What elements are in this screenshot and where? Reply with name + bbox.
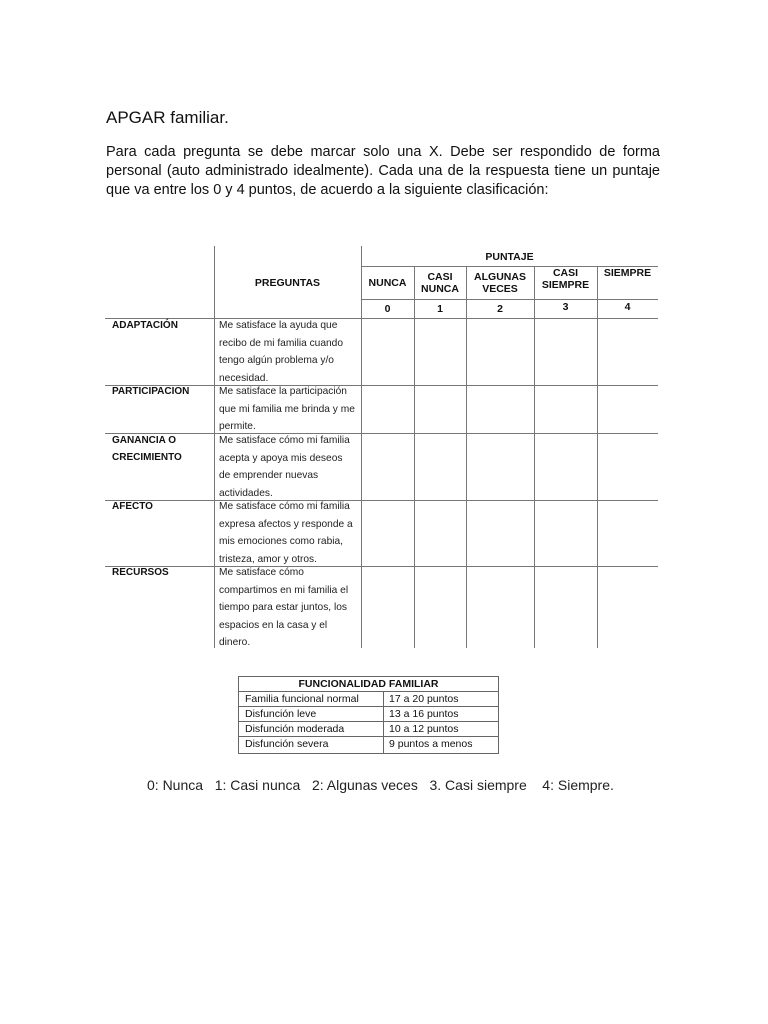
score-1: 1 (437, 303, 443, 315)
option-label: NUNCA (368, 277, 407, 289)
question-line: necesidad. (219, 372, 269, 384)
question-afecto (219, 498, 361, 568)
apgar-table (105, 246, 658, 648)
funcionalidad-value: 17 a 20 puntos (389, 693, 459, 705)
question-ganancia (219, 432, 361, 502)
domain-participacion (112, 383, 189, 400)
funcionalidad-row (239, 692, 498, 707)
domain-label: RECURSOS (112, 567, 169, 578)
option-header-casi-siempre (534, 267, 597, 291)
domain-recursos (112, 564, 169, 581)
option-label: ALGUNAS (474, 271, 526, 283)
question-line: tiempo para estar juntos, los (219, 602, 347, 613)
question-line: actividades. (219, 487, 273, 499)
question-line: expresa afectos y responde a (219, 518, 353, 530)
intro-paragraph: Para cada pregunta se debe marcar solo una X. Debe ser respondido de forma personal (auto administrado idealmente). Cada una de la respuesta tiene un puntaje que va entre los 0 y 4 puntos, de acuerdo a la siguiente clasificación: (106, 144, 660, 198)
question-line: tristeza, amor y otros. (219, 553, 317, 565)
funcionalidad-header: FUNCIONALIDAD FAMILIAR (239, 677, 498, 692)
question-recursos (219, 564, 361, 648)
domain-label: ADAPTACIÓN (112, 320, 178, 331)
funcionalidad-label: Disfunción leve (245, 708, 317, 720)
score-0: 0 (384, 303, 391, 315)
score-3: 3 (562, 301, 569, 313)
funcionalidad-value: 9 puntos a menos (389, 738, 473, 750)
question-adaptacion (219, 317, 361, 387)
question-line: que mi familia me brinda y me (219, 403, 355, 415)
question-line: compartimos en mi familia el (219, 584, 349, 596)
question-line: permite. (219, 421, 256, 432)
domain-label: GANANCIA O (112, 435, 177, 446)
funcionalidad-row (239, 707, 498, 722)
page-title: APGAR familiar. (106, 108, 229, 127)
option-label: VECES (482, 283, 518, 295)
option-label: SIEMPRE (603, 267, 652, 279)
preguntas-header: PREGUNTAS (254, 277, 321, 289)
option-header-algunas-veces (466, 271, 534, 295)
domain-label: CRECIMIENTO (112, 452, 182, 463)
domain-afecto (112, 498, 153, 515)
question-participacion (219, 383, 361, 436)
funcionalidad-value: 13 a 16 puntos (389, 708, 459, 720)
funcionalidad-row (239, 722, 498, 737)
funcionalidad-label: Familia funcional normal (245, 693, 359, 705)
question-line: de emprender nuevas (219, 470, 319, 481)
question-line: recibo de mi familia cuando (219, 337, 344, 349)
funcionalidad-label: Disfunción moderada (245, 723, 345, 735)
domain-label: PARTICIPACION (112, 386, 190, 397)
option-header-nunca (361, 277, 414, 289)
question-line: Me satisface cómo (219, 567, 304, 578)
question-line: dinero. (219, 637, 251, 648)
domain-label: AFECTO (112, 501, 153, 512)
question-line: acepta y apoya mis deseos (219, 452, 343, 464)
question-line: Me satisface la participación (219, 386, 347, 397)
option-label: CASI (552, 267, 579, 279)
question-line: espacios en la casa y el (219, 619, 328, 631)
score-legend: 0: Nunca 1: Casi nunca 2: Algunas veces 3. Casi siempre 4: Siempre. (147, 777, 614, 793)
question-line: Me satisface cómo mi familia (219, 435, 350, 446)
option-header-casi-nunca (414, 271, 466, 295)
score-4: 4 (624, 301, 631, 313)
option-header-siempre (597, 267, 658, 279)
question-line: Me satisface cómo mi familia (219, 501, 350, 512)
option-label: CASI (427, 271, 453, 283)
funcionalidad-label: Disfunción severa (245, 738, 329, 750)
score-2: 2 (497, 303, 503, 315)
domain-ganancia (112, 432, 182, 466)
option-label: SIEMPRE (541, 279, 590, 291)
question-line: mis emociones como rabia, (219, 536, 343, 547)
funcionalidad-table (238, 676, 499, 754)
puntaje-header: PUNTAJE (485, 251, 534, 263)
question-line: tengo algún problema y/o (219, 355, 334, 366)
domain-adaptacion (112, 317, 178, 334)
funcionalidad-row (239, 737, 498, 752)
funcionalidad-value: 10 a 12 puntos (389, 723, 459, 735)
option-label: NUNCA (421, 283, 459, 295)
question-line: Me satisface la ayuda que (219, 320, 338, 331)
